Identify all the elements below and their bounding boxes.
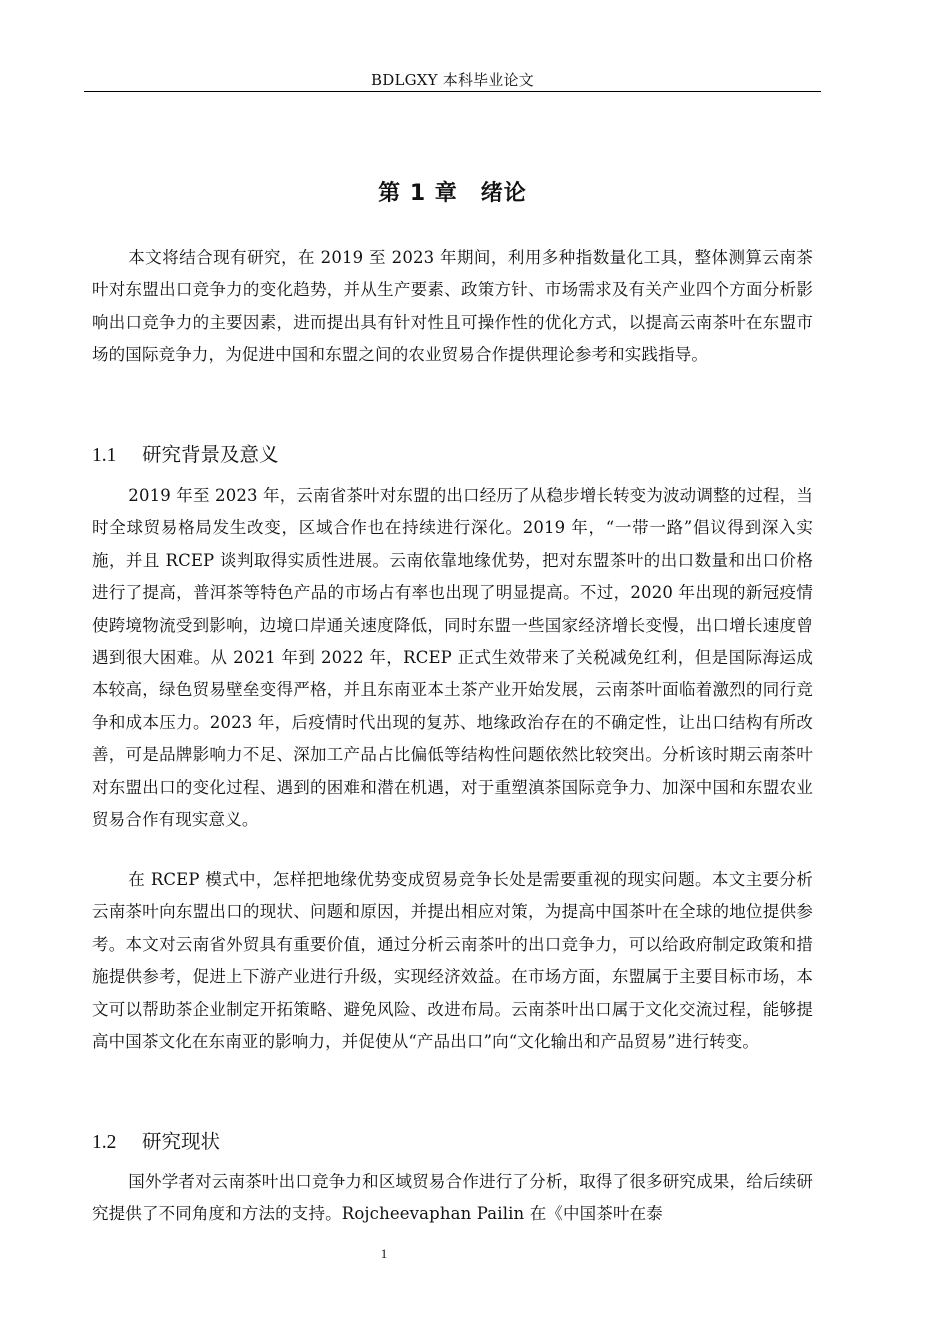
body-paragraph: 2019 年至 2023 年，云南省茶叶对东盟的出口经历了从稳步增长转变为波动调整的过程，当时全球贸易格局发生改变，区域合作也在持续进行深化。2019 年，“一带一路”倡议得到深入实施，并且 RCEP 谈判取得实质性进展。云南依靠地缘优势，把对东盟茶叶的出口数量和出口价格进行了提高，普洱茶等特色产品的市场占有率也出现了明显提高。不过，2020 年出现的新冠疫情使跨境物流受到影响，边境口岸通关速度降低，同时东盟一些国家经济增长变慢，出口增长速度曾遇到很大困难。从 2021 年到 2022 年，RCEP 正式生效带来了关税减免红利，但是国际海运成本较高，绿色贸易壁垒变得严格，并且东南亚本土茶产业开始发展，云南茶叶面临着激烈的同行竞争和成本压力。2023 年，后疫情时代出现的复苏、地缘政治存在的不确定性，让出口结构有所改善，可是品牌影响力不足、深加工产品占比偏低等结构性问题依然比较突出。分析该时期云南茶叶对东盟出口的变化过程、遇到的困难和潜在机遇，对于重塑滇茶国际竞争力、加深中国和东盟农业贸易合作有现实意义。 [92,486,813,830]
body-paragraph: 在 RCEP 模式中，怎样把地缘优势变成贸易竞争长处是需要重视的现实问题。本文主要分析云南茶叶向东盟出口的现状、问题和原因，并提出相应对策，为提高中国茶叶在全球的地位提供参考。本文对云南省外贸具有重要价值，通过分析云南茶叶的出口竞争力，可以给政府制定政策和措施提供参考，促进上下游产业进行升级，实现经济效益。在市场方面，东盟属于主要目标市场，本文可以帮助茶企业制定开拓策略、避免风险、改进布局。云南茶叶出口属于文化交流过程，能够提高中国茶文化在东南亚的影响力，并促使从“产品出口”向“文化输出和产品贸易”进行转变。 [92,870,813,1052]
body-paragraph: 国外学者对云南茶叶出口竞争力和区域贸易合作进行了分析，取得了很多研究成果，给后续研究提供了不同角度和方法的支持。Rojcheevaphan Pailin 在《中国茶叶在泰 [92,1172,813,1224]
header-rule [84,91,821,92]
chapter-title: 第 1 章 绪论 [378,181,527,206]
running-header: BDLGXY 本科毕业论文 [371,71,534,89]
section-heading-1-1 [92,441,279,470]
section-title: 研究现状 [142,1130,221,1153]
page-number: 1 [380,1246,388,1261]
section-number: 1.1 [92,445,117,466]
intro-paragraph: 本文将结合现有研究，在 2019 至 2023 年期间，利用多种指数量化工具，整体测算云南茶叶对东盟出口竞争力的变化趋势，并从生产要素、政策方针、市场需求及有关产业四个方面分析影响出口竞争力的主要因素，进而提出具有针对性且可操作性的优化方式，以提高云南茶叶在东盟市场的国际竞争力，为促进中国和东盟之间的农业贸易合作提供理论参考和实践指导。 [92,248,813,365]
section-title: 研究背景及意义 [142,443,279,466]
section-number: 1.2 [92,1132,117,1153]
section-heading-1-2 [92,1128,220,1157]
